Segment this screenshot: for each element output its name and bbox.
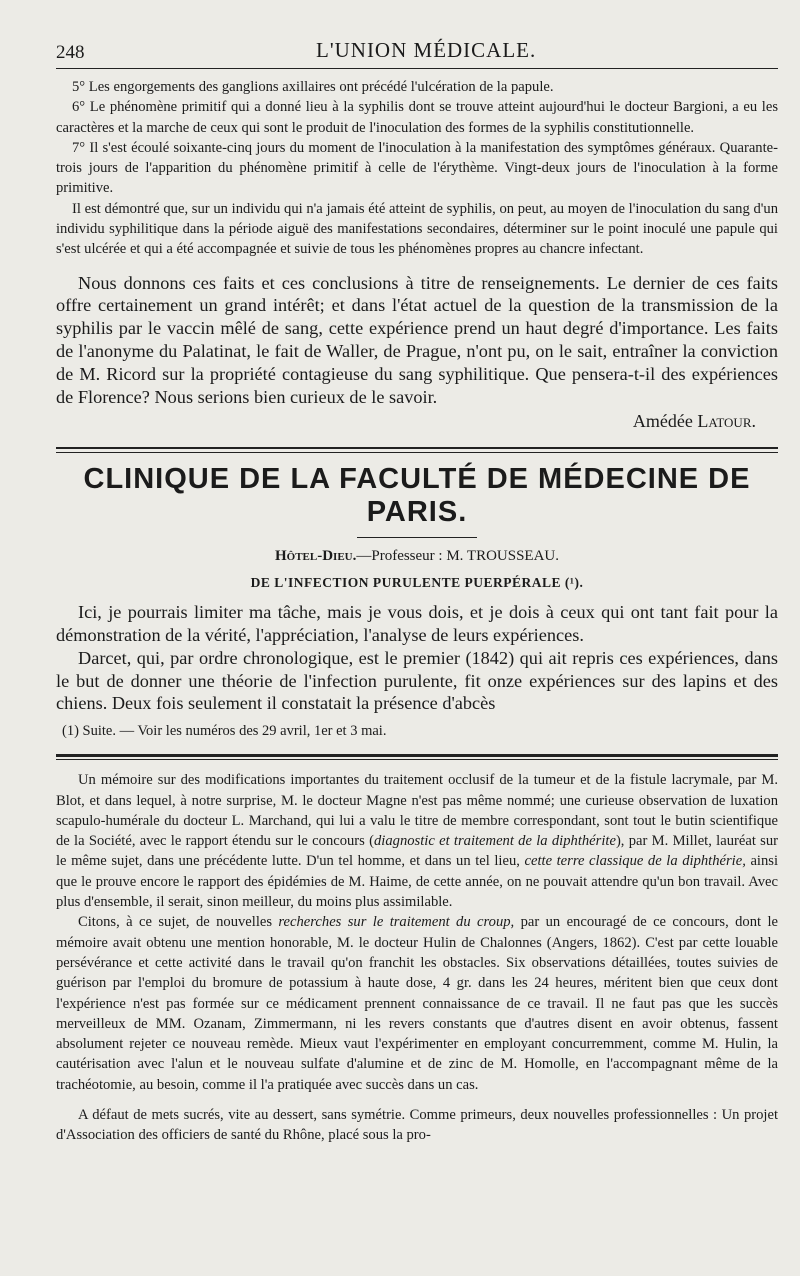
- professor-label: —Professeur : M. TROUSSEAU.: [356, 548, 560, 565]
- title-underline: [357, 537, 477, 538]
- page-header: [56, 28, 778, 69]
- section-divider: [56, 447, 778, 453]
- text-run: par un encouragé de ce concours, dont le mémoire avait obtenu une mention honorable, M. le docteur Hulin de Chalonnes (Angers, 1862). C'est par cette louable persévérance et cette activité dans le travail qu'on franchit les obstacles. Six observations détaillées, toutes suivies de guérison par l'emploi du bromure de potassium à haute dose, 4 gr. dans les 24 heures, méritent bien que ceux dont l'expérience n'est pas formée sur ce médicament prennent connaissance de ce travail. Il ne faut pas que les succès merveilleux de MM. Ozanam, Zimmermann, ni les revers constants que d'autres disent en avoir obtenus, fassent absolument rejeter ce nouveau remède. Mieux vaut l'expérimenter en employant concurremment, comme M. Hulin, la cautérisation avec l'alun et le nouveau sulfate d'alumine et de zinc de M. Homolle, en l'accompagnant même de la trachéotomie, au besoin, comme il l'a pratiquée avec succès dans un cas.: [56, 914, 778, 1093]
- text-run: ), par M. Millet, lauréat sur le même sujet, dans une précédente lutte. D'un tel homme, et dans un tel lieu,: [56, 833, 778, 870]
- signature-first-name: Amédée: [632, 411, 698, 432]
- lecture-paragraph-2: Darcet, qui, par ordre chronologique, est le premier (1842) qui ait repris ces expériences, dans le but de donner une théorie de l'infection purulente, fit onze expériences sur des lapins et des chiens. Deux fois seulement il constatait la présence d'abcès: [56, 647, 778, 714]
- lecture-text: [56, 601, 778, 715]
- article-title: DE L'INFECTION PURULENTE PUERPÉRALE (¹).: [250, 575, 584, 591]
- author-signature: [56, 410, 778, 433]
- feuilleton-text: [56, 770, 778, 1145]
- page-number: 248: [56, 42, 85, 63]
- footnote: (1) Suite. — Voir les numéros des 29 avril, 1er et 3 mai.: [62, 723, 387, 740]
- italic-run: recherches sur le traitement du croup,: [278, 914, 515, 931]
- feuilleton-paragraph-2: [56, 912, 778, 1095]
- editorial-comment: [56, 272, 778, 434]
- text-run: Un mémoire sur des modifications importantes du traitement occlusif de la tumeur et de la fistule lacrymale, par M. Blot, et dans lequel, à notre surprise, M. le docteur Magne n'est pas même nommé; une curieuse observation de luxation scapulo-humérale du docteur L. Marchand, qui lui a valu le titre de membre correspondant, sont tout le butin scientifique de la Société, avec le rapport étendu sur le concours (: [56, 772, 778, 850]
- text-run: ainsi que le prouve encore le rapport des épidémies de M. Haime, de cette année, on ne pouvait attendre qu'un bon travail. Avec plus d'ensemble, il serait, sinon meilleur, du moins plus assimilable.: [56, 853, 779, 911]
- clinic-byline: [56, 548, 778, 565]
- feuilleton-divider: [56, 754, 778, 760]
- clinic-title: CLINIQUE DE LA FACULTÉ DE MÉDECINE DE PARIS.: [83, 463, 751, 529]
- lecture-paragraph-1: Ici, je pourrais limiter ma tâche, mais je vous dois, et je dois à ceux qui ont tant fait pour la démonstration de la vérité, l'appréciation, l'analyse de leurs expériences.: [56, 602, 778, 646]
- feuilleton-paragraph-3: A défaut de mets sucrés, vite au dessert, sans symétrie. Comme primeurs, deux nouvelles professionnelles : Un projet d'Association des officiers de santé du Rhône, placé sous la pro-: [56, 1106, 778, 1144]
- italic-run: cette terre classique de la diphthérie,: [524, 853, 746, 870]
- conclusion-6: 6° Le phénomène primitif qui a donné lieu à la syphilis dont se trouve atteint aujourd'hui le docteur Bargioni, a eu les caractères et la marche de ceux qui sont le produit de l'inoculation des formes de la syphilis constitutionnelle.: [56, 99, 778, 136]
- venue-label: Hôtel-Dieu.: [274, 548, 357, 565]
- conclusion-7: 7° Il s'est écoulé soixante-cinq jours du moment de l'inoculation à la manifestation des symptômes généraux. Quarante-trois jours de l'apparition du phénomène primitif à celle de l'érythème. Vingt-deux jours de l'inoculation à la forme primitive.: [56, 139, 778, 197]
- conclusion-summary: Il est démontré que, sur un individu qui n'a jamais été atteint de syphilis, on peut, au moyen de l'inoculation du sang d'un individu syphilitique dans la période aiguë des manifestations secondaires, déterminer sur le point inoculé une papule qui s'est ulcérée et qui a été accompagnée et suivie de tous les phénomènes propres au chancre infectant.: [56, 200, 778, 258]
- feuilleton-paragraph-1: [56, 770, 778, 912]
- editorial-paragraph: Nous donnons ces faits et ces conclusions à titre de renseignements. Le dernier de ces faits offre certainement un grand intérêt; et dans l'état actuel de la question de la transmission de la syphilis par le vaccin mêlé de sang, cette expérience prend un haut degré d'importance. Les faits de l'anonyme du Palatinat, le fait de Waller, de Prague, n'ont pu, on le sait, entraîner la conviction de M. Ricord sur la propriété contagieuse du sang syphilitique. Que pensera-t-il des expériences de Florence? Nous serions bien curieux de le savoir.: [56, 272, 778, 407]
- running-title: L'UNION MÉDICALE.: [316, 38, 537, 62]
- text-run: Citons, à ce sujet, de nouvelles: [78, 914, 279, 931]
- italic-run: diagnostic et traitement de la diphthérite: [374, 833, 616, 850]
- conclusions-list: [56, 77, 778, 260]
- conclusion-5: 5° Les engorgements des ganglions axillaires ont précédé l'ulcération de la papule.: [72, 79, 554, 95]
- signature-last-name: Latour.: [697, 411, 756, 432]
